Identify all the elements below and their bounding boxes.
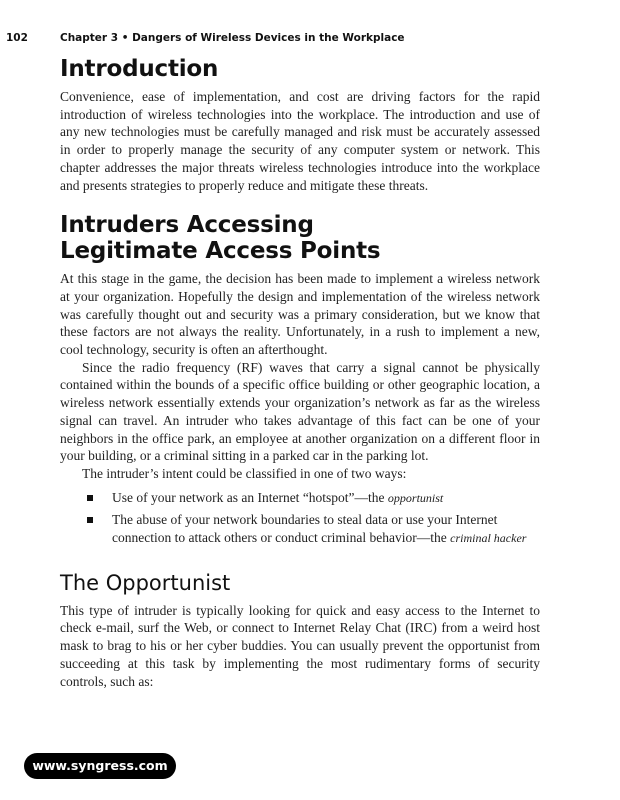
heading-intruders xyxy=(60,212,540,264)
bullet-square-icon xyxy=(87,517,93,523)
footer-url-badge[interactable]: www.syngress.com xyxy=(24,753,176,779)
intent-list xyxy=(60,489,540,548)
page-content xyxy=(60,56,540,690)
list-item-text: The abuse of your network boundaries to steal data or use your Internet connection to attack others or conduct criminal behavior—the xyxy=(112,512,498,546)
opportunist-paragraph: This type of intruder is typically looking for quick and easy access to the Internet to check e-mail, surf the Web, or connect to Internet Relay Chat (IRC) from a weird host mask to brag to his or her cyber buddies. You can usually prevent the opportunist from succeeding at this task by implementing the most rudimentary forms of security controls, such as: xyxy=(60,602,540,689)
heading-introduction: Introduction xyxy=(60,56,219,82)
intruders-paragraph-2: Since the radio frequency (RF) waves that carry a signal cannot be physically contained within the bounds of a specific office building or other geographic location, a wireless network essentially extends your organization’s network as far as the wireless signal can travel. An intruder who takes advantage of this fact can be one of your neighbors in the office park, an employee at another organization on a different floor in your building, or a criminal sitting in a parked car in the parking lot. xyxy=(60,359,540,464)
heading-intruders-line1: Intruders Accessing xyxy=(60,212,314,239)
heading-intruders-line2: Legitimate Access Points xyxy=(60,238,381,265)
running-head xyxy=(6,32,405,44)
chapter-title: Chapter 3 • Dangers of Wireless Devices in the Workplace xyxy=(60,32,405,44)
intruders-paragraph-3: The intruder’s intent could be classified in one of two ways: xyxy=(82,465,407,481)
section-opportunist xyxy=(60,570,540,691)
page-number: 102 xyxy=(6,32,28,44)
list-item xyxy=(60,511,540,547)
heading-opportunist: The Opportunist xyxy=(60,570,231,595)
intro-paragraph: Convenience, ease of implementation, and cost are driving factors for the rapid introduction of wireless technologies into the workplace. The introduction and use of any new technologies must be carefully managed and risk must be accurately assessed in order to properly manage the security of any computer system or network. This chapter addresses the major threats wireless technologies introduce into the workplace and presents strategies to properly reduce and mitigate these threats. xyxy=(60,89,540,193)
bullet-square-icon xyxy=(87,495,93,501)
list-item-term: criminal hacker xyxy=(450,531,527,546)
list-item-term: opportunist xyxy=(387,490,444,505)
section-intruders xyxy=(60,212,540,548)
intruders-paragraph-1: At this stage in the game, the decision has been made to implement a wireless network at your organization. Hopefully the design and implementation of the wireless network was carefully thought out and security was a primary consideration, but we know that these factors are not always the reality. Unfortunately, in a rush to implement a new, cool technology, security is often an afterthought. xyxy=(60,271,540,358)
list-item-text: Use of your network as an Internet “hotspot”—the xyxy=(112,489,388,505)
list-item xyxy=(60,489,540,508)
